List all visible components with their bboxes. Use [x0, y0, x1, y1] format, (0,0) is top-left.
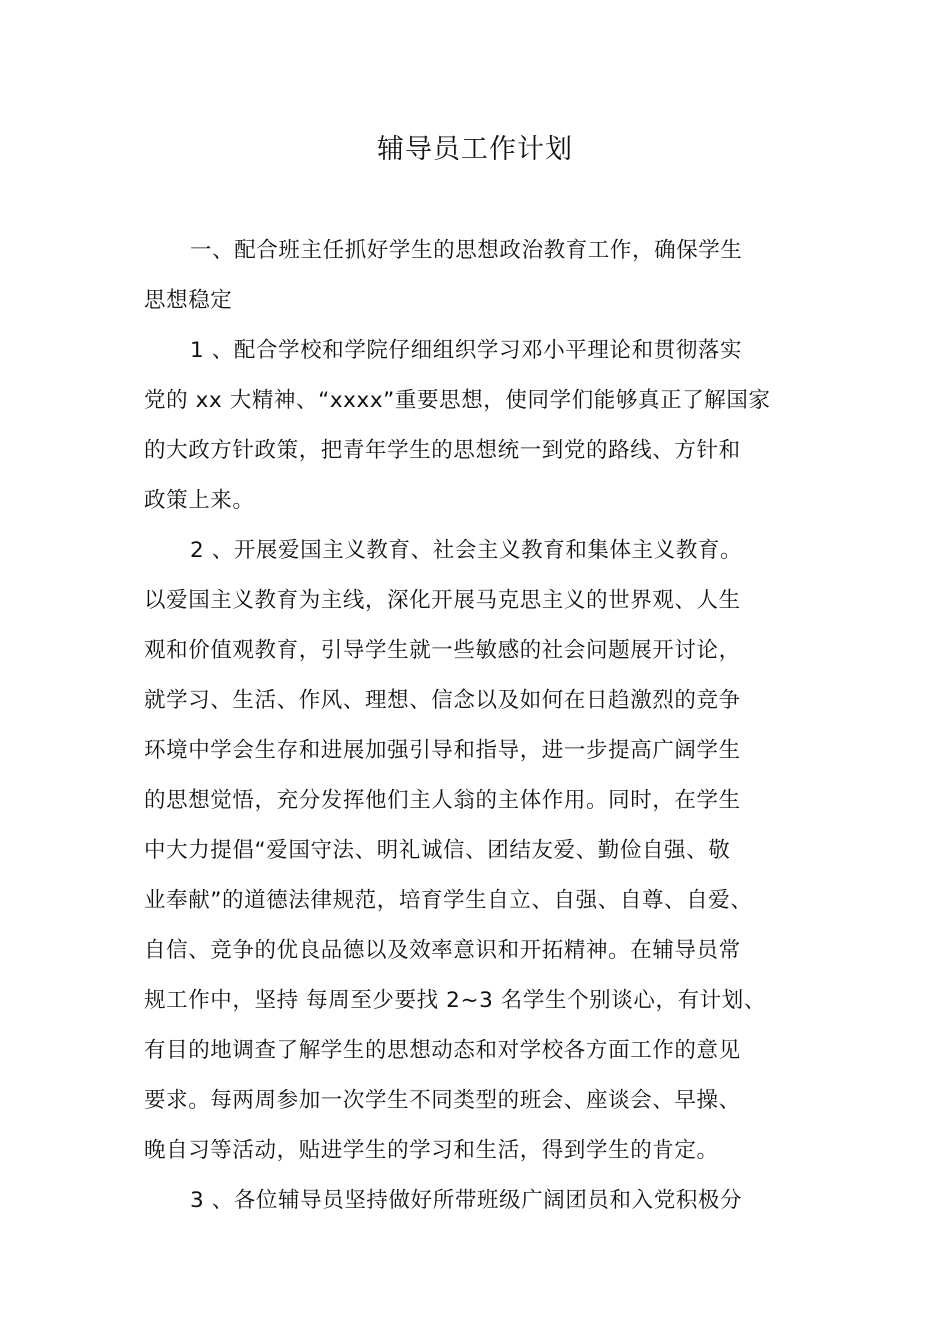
- text-line: 的思想觉悟，充分发挥他们主人翁的主体作用。同时，在学生: [144, 788, 741, 813]
- text-line: 要求。每两周参加一次学生不同类型的班会、座谈会、早操、: [144, 1088, 741, 1113]
- paragraph-2-start: 2 、开展爱国主义教育、社会主义教育和集体主义教育。: [190, 538, 743, 563]
- text-line: 思想稳定: [144, 288, 233, 313]
- text-line: 规工作中，坚持 每周至少要找 2~3 名学生个别谈心，有计划、: [144, 988, 766, 1013]
- text-line: 的大政方针政策，把青年学生的思想统一到党的路线、方针和: [144, 438, 741, 463]
- text-line: 就学习、生活、作风、理想、信念以及如何在日趋激烈的竞争: [144, 688, 741, 713]
- text-line: 以爱国主义教育为主线，深化开展马克思主义的世界观、人生: [144, 588, 741, 613]
- text-line: 观和价值观教育，引导学生就一些敏感的社会问题展开讨论，: [144, 638, 741, 663]
- paragraph-3-start: 3 、各位辅导员坚持做好所带班级广阔团员和入党积极分: [190, 1188, 743, 1213]
- paragraph-1-start: 1 、配合学校和学院仔细组织学习邓小平理论和贯彻落实: [190, 338, 743, 363]
- text-line: 有目的地调查了解学生的思想动态和对学校各方面工作的意见: [144, 1038, 741, 1063]
- text-line: 晚自习等活动，贴进学生的学习和生活，得到学生的肯定。: [144, 1138, 719, 1163]
- text-line: 政策上来。: [144, 488, 255, 513]
- section-heading-1: 一、配合班主任抓好学生的思想政治教育工作，确保学生: [190, 238, 743, 263]
- text-line: 业奉献”的道德法律规范，培育学生自立、自强、自尊、自爱、: [144, 888, 753, 913]
- document-title: 辅导员工作计划: [377, 134, 573, 165]
- text-line: 党的 xx 大精神、“xxxx”重要思想，使同学们能够真正了解国家: [144, 388, 771, 413]
- text-line: 中大力提倡“爱国守法、明礼诚信、团结友爱、勤俭自强、敬: [144, 838, 731, 863]
- text-line: 环境中学会生存和进展加强引导和指导，进一步提高广阔学生: [144, 738, 741, 763]
- text-line: 自信、竞争的优良品德以及效率意识和开拓精神。在辅导员常: [144, 938, 741, 963]
